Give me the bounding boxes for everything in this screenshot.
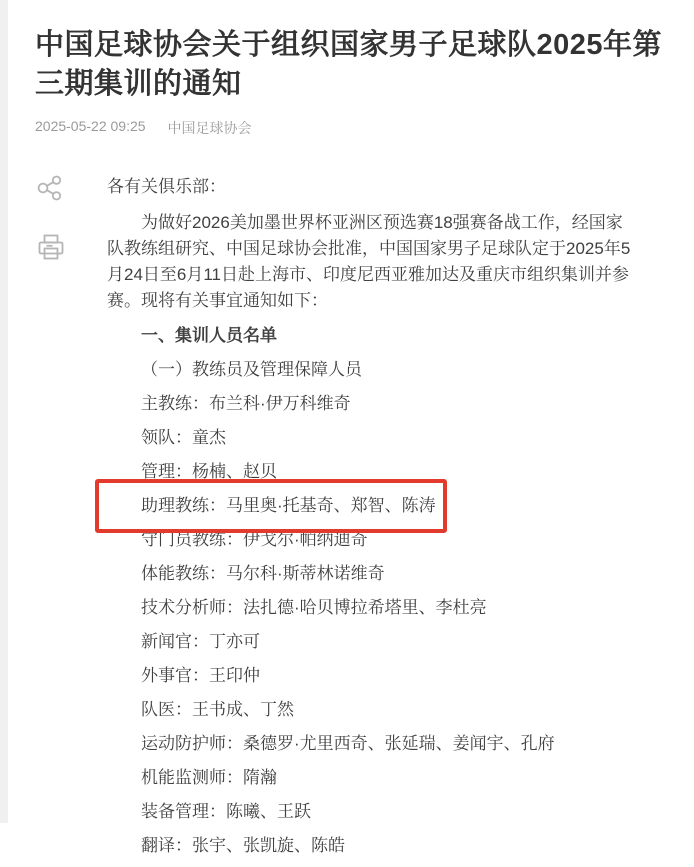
- article-toolbar: [0, 174, 107, 867]
- staff-line-equipment-managers: 装备管理：陈曦、王跃: [141, 802, 311, 821]
- share-icon: [36, 174, 63, 202]
- article-body: [107, 174, 634, 867]
- staff-line-text: 助理教练：马里奥·托基奇、郑智、陈涛: [141, 496, 436, 515]
- staff-line-foreign-affairs-officer: 外事官：王印仲: [141, 666, 260, 685]
- staff-line-assistant-coaches: [107, 493, 634, 519]
- staff-line-fitness-coach: 体能教练：马尔科·斯蒂林诺维奇: [141, 564, 385, 583]
- staff-line-performance-monitor: 机能监测师：隋瀚: [141, 768, 277, 787]
- share-button[interactable]: [36, 174, 63, 202]
- page-title: 中国足球协会关于组织国家男子足球队2025年第三期集训的通知: [35, 29, 663, 100]
- subsection-heading: （一）教练员及管理保障人员: [141, 360, 362, 379]
- print-icon: [36, 232, 66, 263]
- page-edge-strip: [0, 0, 8, 823]
- staff-line-athletic-trainers: 运动防护师：桑德罗·尤里西奇、张延瑞、姜闻宇、孔府: [141, 734, 555, 753]
- print-button[interactable]: [36, 232, 66, 263]
- salutation: 各有关俱乐部：: [107, 177, 226, 196]
- intro-paragraph: 为做好2026美加墨世界杯亚洲区预选赛18强赛备战工作，经国家队教练组研究、中国足球协会批准，中国国家男子足球队定于2025年5月24日至6月11日赴上海市、印度尼西亚雅加达及重庆市组织集训并参赛。现将有关事宜通知如下：: [107, 213, 631, 310]
- staff-line-team-doctors: 队医：王书成、丁然: [141, 700, 294, 719]
- article-main: [0, 174, 694, 867]
- article-meta: [35, 118, 666, 138]
- article-header: [0, 0, 694, 138]
- publish-date: 2025-05-22 09:25: [35, 118, 146, 134]
- staff-line-managers: 管理：杨楠、赵贝: [141, 462, 277, 481]
- staff-line-goalkeeper-coach: 守门员教练：伊戈尔·帕纳迪奇: [141, 530, 368, 549]
- source-name: 中国足球协会: [167, 120, 252, 136]
- staff-line-translators: 翻译：张宇、张凯旋、陈皓: [141, 836, 345, 855]
- staff-line-technical-analysts: 技术分析师：法扎德·哈贝博拉希塔里、李杜亮: [141, 598, 487, 617]
- section-heading: 一、集训人员名单: [141, 326, 277, 345]
- staff-line-press-officer: 新闻官：丁亦可: [141, 632, 260, 651]
- staff-line-team-leader: 领队：童杰: [141, 428, 226, 447]
- staff-line-head-coach: 主教练：布兰科·伊万科维奇: [141, 394, 351, 413]
